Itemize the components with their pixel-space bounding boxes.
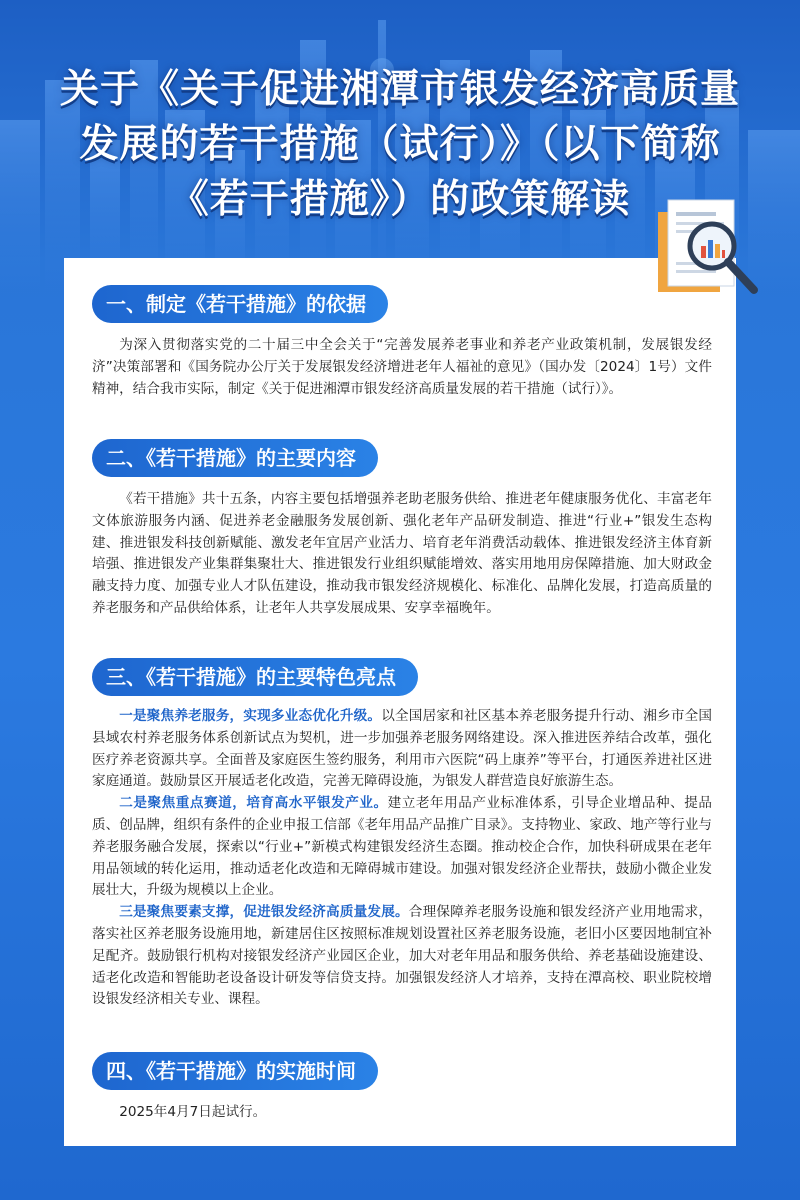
highlight-item [92, 706, 712, 793]
section-4-heading: 四、《若干措施》的实施时间 [92, 1052, 378, 1090]
highlight-text: 合理保障养老服务设施和银发经济产业用地需求，落实社区养老服务设施用地，新建居住区按照标准规划设置社区养老服务设施，老旧小区要因地制宜补足配齐。鼓励银行机构对接银发经济产业园区企业，加大对老年用品和服务供给、养老基础设施建设、适老化改造和智能助老设备设计研发等信贷支持。加强银发经济人才培养，支持在潭高校、职业院校增设银发经济相关专业、课程。 [92, 904, 712, 1008]
section-1-paragraph: 为深入贯彻落实党的二十届三中全会关于“完善发展养老事业和养老产业政策机制，发展银发经济”决策部署和《国务院办公厅关于发展银发经济增进老年人福祉的意见》（国办发〔2024〕1号）文件精神，结合我市实际，制定《关于促进湘潭市银发经济高质量发展的若干措施（试行）》。 [92, 337, 712, 397]
section-3-heading: 三、《若干措施》的主要特色亮点 [92, 658, 418, 696]
section-2-paragraph: 《若干措施》共十五条，内容主要包括增强养老助老服务供给、推进老年健康服务优化、丰富老年文体旅游服务内涵、促进养老金融服务发展创新、强化老年产品研发制造、推进“行业+”银发生态构建、推进银发科技创新赋能、激发老年宜居产业活力、培育老年消费活动载体、推进银发经济主体育新培强、推进银发产业集群集聚壮大、推进银发行业组织赋能增效、落实用地用房保障措施、加大财政金融支持力度、加强专业人才队伍建设，推动我市银发经济规模化、标准化、品牌化发展，打造高质量的养老服务和产品供给体系，让老年人共享发展成果、安享幸福晚年。 [92, 491, 712, 616]
title-line-3: 《若干措施》）的政策解读 [169, 177, 631, 222]
highlight-lead: 一是聚焦养老服务，实现多业态优化升级。 [119, 708, 382, 724]
highlight-text: 建立老年用品产业标准体系，引导企业增品种、提品质、创品牌，组织有条件的企业申报工信部《老年用品产品推广目录》。支持物业、家政、地产等行业与养老服务融合发展，探索以“行业+”新模式构建银发经济生态圈。推动校企合作，加快科研成果在老年用品领域的转化运用，推动适老化改造和无障碍城市建设。加强对银发经济企业帮扶，鼓励小微企业发展壮大，升级为规模以上企业。 [92, 795, 713, 899]
title-line-2: 发展的若干措施（试行）》（以下简称 [79, 122, 721, 167]
section-4-paragraph: 2025年4月7日起试行。 [119, 1104, 267, 1120]
highlight-item [92, 793, 712, 902]
section-4-body [92, 1102, 712, 1124]
magnifier-document-icon [650, 196, 780, 316]
highlight-text: 以全国居家和社区基本养老服务提升行动、湘乡市全国县域农村养老服务体系创新试点为契机，进一步加强养老服务网络建设。深入推进医养结合改革，强化医疗养老资源共享。全面普及家庭医生签约服务，利用市六医院“码上康养”等平台，打通医养进社区进家庭通道。鼓励景区开展适老化改造，完善无障碍设施，为银发人群营造良好旅游生态。 [92, 708, 713, 790]
section-2-body [92, 489, 712, 620]
section-2-heading: 二、《若干措施》的主要内容 [92, 439, 378, 477]
section-3-body [92, 706, 712, 1011]
section-1-body [92, 335, 712, 400]
title-line-1: 关于《关于促进湘潭市银发经济高质量 [59, 67, 740, 112]
content-card [64, 258, 736, 1146]
highlight-lead: 二是聚焦重点赛道，培育高水平银发产业。 [119, 795, 388, 812]
section-1-heading: 一、制定《若干措施》的依据 [92, 285, 388, 323]
highlight-lead: 三是聚焦要素支撑，促进银发经济高质量发展。 [119, 904, 409, 921]
highlight-item [92, 902, 712, 1011]
